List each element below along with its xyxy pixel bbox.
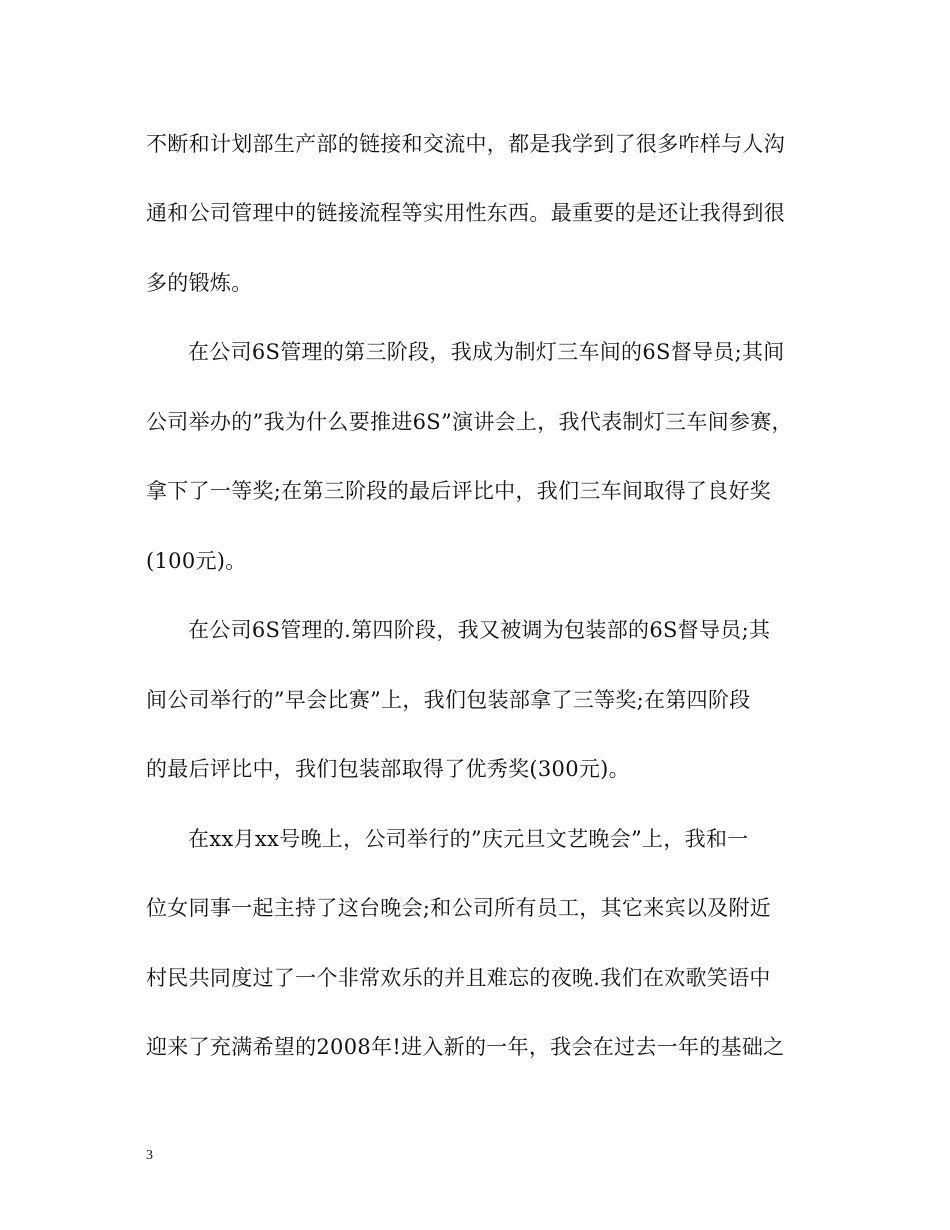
text-line: 间公司举行的”早会比赛”上，我们包装部拿了三等奖;在第四阶段 (146, 688, 751, 712)
text-line: 的最后评比中，我们包装部取得了优秀奖(300元)。 (146, 757, 630, 781)
page-number: 3 (146, 1148, 153, 1163)
text-line: 拿下了一等奖;在第三阶段的最后评比中，我们三车间取得了良好奖 (146, 479, 772, 503)
text-line: 村民共同度过了一个非常欢乐的并且难忘的夜晚.我们在欢歌笑语中 (146, 966, 771, 990)
text-line: 多的锻炼。 (146, 271, 253, 295)
text-line: 不断和计划部生产部的链接和交流中，都是我学到了很多咋样与人沟 (146, 132, 785, 156)
paragraph-start-line: 在xx月xx号晚上，公司举行的”庆元旦文艺晚会”上，我和一 (188, 827, 749, 851)
paragraph-start-line: 在公司6S管理的第三阶段，我成为制灯三车间的6S督导员;其间 (188, 340, 785, 364)
text-line: (100元)。 (146, 549, 247, 573)
text-line: 迎来了充满希望的2008年!进入新的一年，我会在过去一年的基础之 (146, 1035, 785, 1059)
text-line: 位女同事一起主持了这台晚会;和公司所有员工，其它来宾以及附近 (146, 896, 772, 920)
text-line: 通和公司管理中的链接流程等实用性东西。最重要的是还让我得到很 (146, 201, 785, 225)
paragraph-start-line: 在公司6S管理的.第四阶段，我又被调为包装部的6S督导员;其 (188, 618, 771, 642)
text-line: 公司举办的”我为什么要推进6S”演讲会上，我代表制灯三车间参赛， (146, 410, 793, 434)
